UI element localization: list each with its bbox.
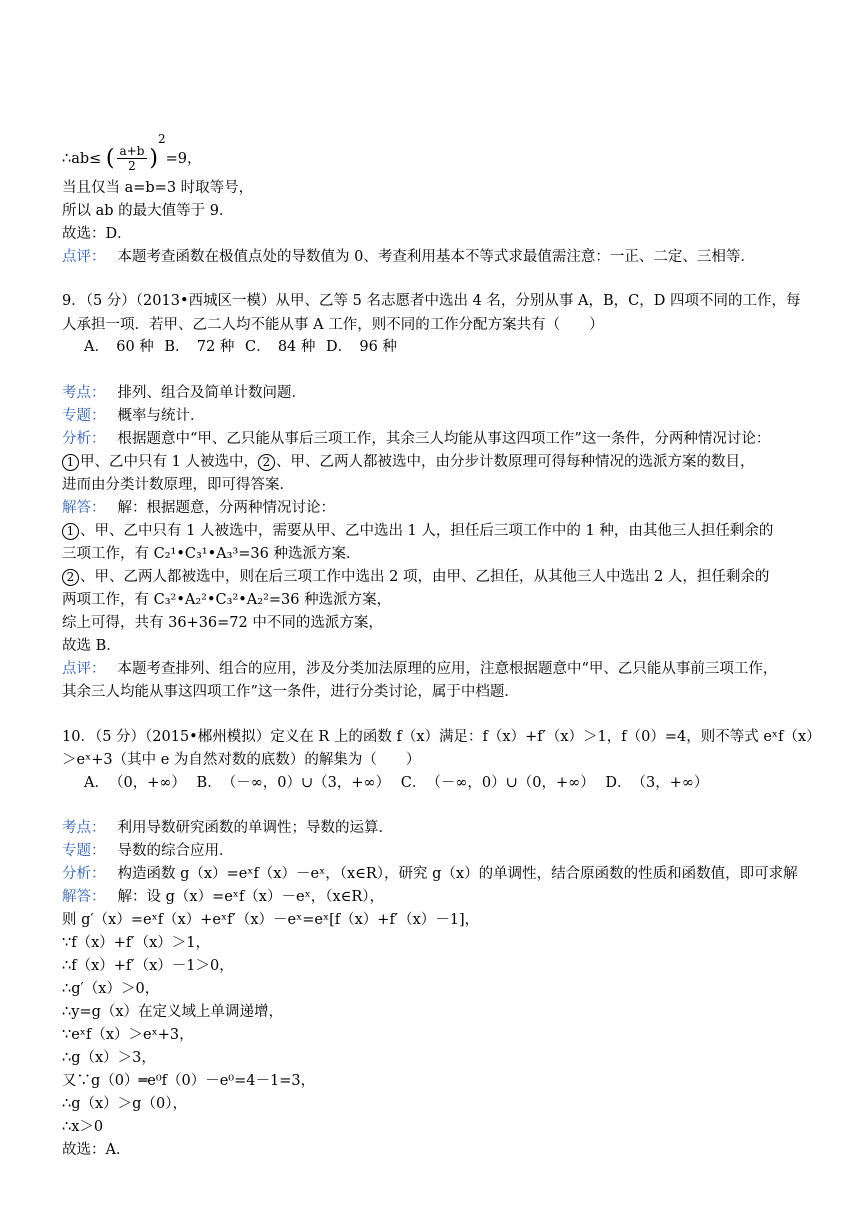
analysis-text: 甲、乙中只有 1 人被选中， <box>80 454 258 470</box>
q9-comment <box>62 660 820 678</box>
q9-solution-line: 三项工作，有 C₂¹•C₃¹•A₃³=36 种选派方案． <box>62 546 361 562</box>
q9-options <box>84 338 820 356</box>
solution-text: 解：设 g（x）=eˣf（x）－eˣ，（x∈R）， <box>117 889 385 905</box>
solution-text: 、甲、乙中只有 1 人被选中，需要从甲、乙中选出 1 人，担任后三项工作中的 1 种，由其他三人担任剩余的 <box>80 523 774 539</box>
q10-step: 又∵g（0）═e⁰f（0）－e⁰=4－1=3， <box>62 1073 316 1089</box>
q10-step: 故选：A． <box>62 1142 131 1158</box>
comment-text: 本题考查函数在极值点处的导数值为 0、考查利用基本不等式求最值需注意：一正、二定、三相等． <box>117 249 755 265</box>
q8-line: 所以 ab 的最大值等于 9． <box>62 203 234 219</box>
solution-text: 解：根据题意，分两种情况讨论： <box>117 500 335 516</box>
option-b: B． 72 种 <box>164 339 235 355</box>
option-a: A． （0，+∞） <box>84 775 186 791</box>
fraction-numerator: a+b <box>117 144 148 159</box>
q9-stem: 人承担一项．若甲、乙二人均不能从事 A 工作，则不同的工作分配方案共有（ ） <box>62 317 604 333</box>
solution-label: 解答： <box>62 889 106 905</box>
q9-solution-line <box>62 568 820 586</box>
q10-step: ∴g（x）＞3， <box>62 1050 156 1066</box>
q8-ab-inequality-line <box>62 132 820 174</box>
q9-solution <box>62 499 820 517</box>
subject-text: 概率与统计． <box>117 408 205 424</box>
subject-label: 专题： <box>62 408 106 424</box>
q8-comment <box>62 248 820 266</box>
q9-solution-line: 综上可得，共有 36+36=72 中不同的选派方案， <box>62 615 383 631</box>
option-a: A． 60 种 <box>84 339 154 355</box>
option-d: D． 96 种 <box>325 339 397 355</box>
subject-label: 专题： <box>62 843 106 859</box>
circled-number-icon: 1 <box>62 523 79 540</box>
q8-line: 当且仅当 a=b=3 时取等号， <box>62 180 254 196</box>
q10-step: ∴x＞0 <box>62 1119 104 1135</box>
q10-stem: 10．（5 分）（2015•郴州模拟）定义在 R 上的函数 f（x）满足：f（x）+f′（x）＞1，f（0）=4，则不等式 eˣf（x） <box>62 729 821 745</box>
analysis-text: 根据题意中“甲、乙只能从事后三项工作，其余三人均能从事这四项工作”这一条件，分两种情况讨论： <box>117 431 771 447</box>
q10-step: ∴g′（x）＞0， <box>62 981 160 997</box>
comment-label: 点评： <box>62 249 106 265</box>
option-b: B． （－∞，0）∪（3，+∞） <box>196 775 391 791</box>
topic-text: 利用导数研究函数的单调性；导数的运算． <box>117 820 393 836</box>
q10-options <box>84 774 820 792</box>
q10-step: ∴g（x）＞g（0）， <box>62 1096 187 1112</box>
q9-subject <box>62 407 820 425</box>
q9-topic <box>62 384 820 402</box>
q9-analysis-line: 进而由分类计数原理，即可得答案． <box>62 477 294 493</box>
q10-step: 则 g′（x）=eˣf（x）+eˣf′（x）－eˣ=eˣ[f（x）+f′（x）－1]， <box>62 912 480 928</box>
circled-number-icon: 1 <box>62 454 79 471</box>
q8-line: 故选：D． <box>62 226 132 242</box>
q9-solution-line <box>62 522 820 540</box>
analysis-label: 分析： <box>62 866 106 882</box>
topic-label: 考点： <box>62 385 106 401</box>
open-paren: ( <box>105 145 115 171</box>
q9-analysis-line <box>62 453 820 471</box>
q10-step: ∴y=g（x）在定义域上单调递增， <box>62 1004 284 1020</box>
topic-text: 排列、组合及简单计数问题． <box>117 385 306 401</box>
q9-stem: 9．（5 分）（2013•西城区一模）从甲、乙等 5 名志愿者中选出 4 名，分别从事 A，B，C，D 四项不同的工作，每 <box>62 293 801 309</box>
q10-step: ∵f（x）+f′（x）＞1， <box>62 935 210 951</box>
close-paren: ) <box>149 145 158 171</box>
fraction <box>117 144 148 173</box>
topic-label: 考点： <box>62 820 106 836</box>
q9-solution-line: 故选 B． <box>62 638 121 654</box>
option-c: C． 84 种 <box>244 339 316 355</box>
solution-label: 解答： <box>62 500 106 516</box>
subject-text: 导数的综合应用． <box>117 843 234 859</box>
exponent: 2 <box>158 132 166 146</box>
q10-stem: ＞eˣ+3（其中 e 为自然对数的底数）的解集为（ ） <box>62 752 421 768</box>
option-d: D． （3，+∞） <box>605 775 709 791</box>
circled-number-icon: 2 <box>62 569 79 586</box>
analysis-text: 构造函数 g（x）=eˣf（x）－eˣ，（x∈R），研究 g（x）的单调性，结合原函数的性质和函数值，即可求解 <box>117 866 798 882</box>
q10-analysis <box>62 865 820 883</box>
circled-number-icon: 2 <box>258 454 275 471</box>
q10-step: ∵eˣf（x）＞eˣ+3， <box>62 1027 194 1043</box>
solution-text: 、甲、乙两人都被选中，则在后三项工作中选出 2 项，由甲、乙担任，从其他三人中选出 2 人，担任剩余的 <box>80 569 770 585</box>
comment-text: 本题考查排列、组合的应用，涉及分类加法原理的应用，注意根据题意中“甲、乙只能从事前三项工作， <box>117 661 778 677</box>
fraction-denominator: 2 <box>128 159 136 174</box>
q8-ab-prefix: ∴ab≤ <box>62 150 102 167</box>
q9-analysis <box>62 430 820 448</box>
q9-comment-line: 其余三人均能从事这四项工作”这一条件，进行分类讨论，属于中档题． <box>62 684 519 700</box>
q10-step: ∴f（x）+f′（x）－1＞0， <box>62 958 234 974</box>
q9-solution-line: 两项工作，有 C₃²•A₂²•C₃²•A₂²=36 种选派方案， <box>62 592 392 608</box>
analysis-label: 分析： <box>62 431 106 447</box>
comment-label: 点评： <box>62 661 106 677</box>
analysis-text: 、甲、乙两人都被选中，由分步计数原理可得每种情况的选派方案的数目， <box>275 454 755 470</box>
option-c: C． （－∞，0）∪（0，+∞） <box>400 775 595 791</box>
q10-topic <box>62 819 820 837</box>
q10-subject <box>62 842 820 860</box>
q10-solution <box>62 888 820 906</box>
q8-ab-suffix: =9， <box>165 150 202 167</box>
